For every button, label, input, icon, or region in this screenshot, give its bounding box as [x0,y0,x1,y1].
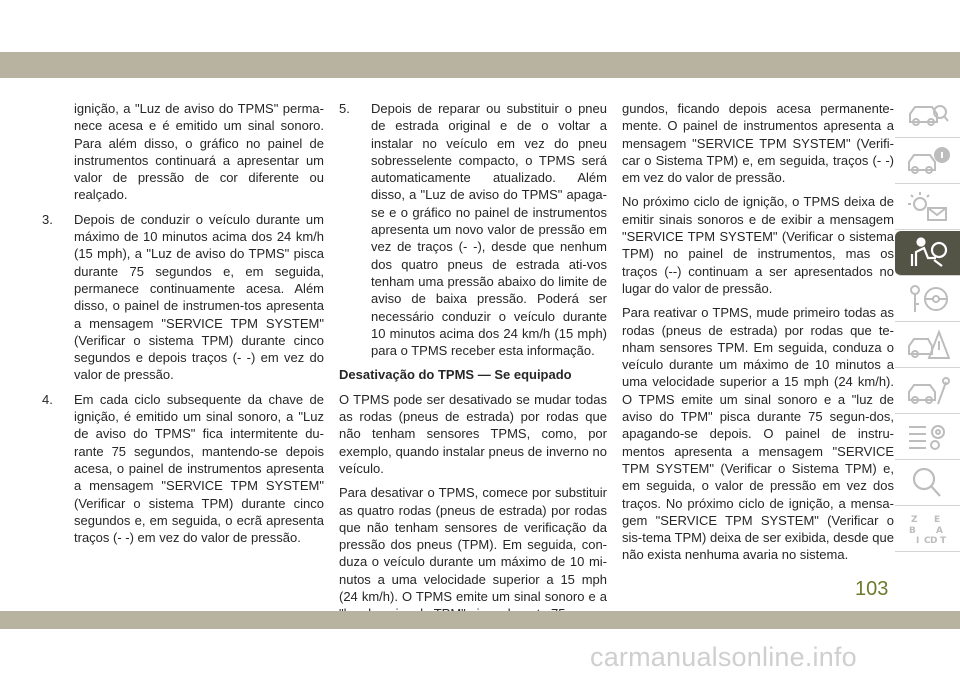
page-number: 103 [855,578,889,600]
list-item-5 [339,100,607,359]
list-text: Em cada ciclo subsequente da chave de ignição, é emitido um sinal sonoro, a "Luz de aviso do TPMS" fica intermitente du-rante 75 segundos, mantendo-se depois acesa, o painel de instrumentos apresenta a mensagem "SERVICE TPM SYSTEM" (Verificar o sistema TPM) durante cinco segundos e, em seguida, o ecrã apresenta traços (- -) em vez do valor de pressão. [74,391,324,546]
paragraph: Para desativar o TPMS, comece por substituir as quatro rodas (pneus de estrada) por rodas que não tenham sensores de verificação da pressão dos pneus (TPM). Em seguida, con-duza o veículo durante um máximo de 10 mi-nutos a uma velocidade superior a 15 mph (24 km/h). O TPMS emite um sinal sonoro e a [339,485,607,605]
list-number: 5. [339,101,350,116]
warning-triangle-icon[interactable] [895,323,960,368]
magnifier-icon[interactable] [895,461,960,506]
top-band [0,52,960,78]
index-letter: A [935,526,943,536]
index-letter: D [929,536,937,546]
paragraph: gundos, ficando depois acesa permanente-mente. O painel de instrumentos apresenta a mensagem "SERVICE TPM SYSTEM" (Verifi-car o Sistema TPM) e, em seguida, traços (- -) em vez do valor de pressão. [622,101,894,186]
paragraph: Para reativar o TPMS, mude primeiro todas as rodas (pneus de estrada) por rodas que te-nham sensores TPM. Em seguida, conduza o veículo durante um máximo de 10 minutos a uma velocidade superior a 15 mph (24 km/h). O TPMS emite um sinal sonoro e a "luz de aviso do TPM" pisca durante 75 segun-dos, apagando-se depois. O painel de instru-mentos apresenta a mensagem "SERVICE TPM SYSTEM" (Verificar o Sistema TPM) e, em seguida, o valor de pressão em vez dos traços. No próximo ciclo de ignição, a mensa-gem "SERVICE TPM SYSTEM" (Verificar o sis-tema TPM) deixa de ser exibida, desde que não exista nenhuma avaria no sistema. [622,305,894,563]
index-letter: I [915,536,919,546]
column-1 [42,100,324,553]
list-item-3 [42,211,324,384]
index-letter: T [939,536,946,546]
paragraph: No próximo ciclo de ignição, o TPMS deixa de emitir sinais sonoros e de exibir a mensagem "SERVICE TPM SYSTEM" (Verificar o sistema TPM) no painel de instrumentos, mas os traços (--) continuam a ser apresentados no lugar do valor de pressão. [622,194,894,296]
car-info-icon[interactable] [895,139,960,184]
index-letter: Z [910,515,918,525]
car-wrench-icon[interactable] [895,369,960,414]
watermark: carmanualsonline.info [590,642,857,672]
paragraph: O TPMS pode ser desativado se mudar todas as rodas (pneus de estrada) por rodas que não tenham sensores TPMS, como, por exemplo, quando instalar pneus de inverno no veículo. [339,391,607,476]
airbag-seat-icon[interactable] [895,231,960,276]
settings-list-icon[interactable] [895,415,960,460]
index-letter: C [923,536,931,546]
section-heading: Desativação do TPMS — Se equipado [339,367,572,383]
bottom-band [0,611,960,629]
list-number: 3. [42,211,53,227]
index-letter: E [933,515,940,525]
list-text: Depois de reparar ou substituir o pneu de estrada original e de o voltar a instalar no veículo em vez do pneu sobresselente compacto, o TPMS será automaticamente atualizado. Além disso, a "Luz de aviso do TPMS" apaga-se e o gráfico no painel de instrumentos apresenta um novo valor de pressão em vez de traços (- -), desde que nenhum dos quatro pneus de estrada ati-vos tenham uma pressão abaixo do limite de aviso de baixa pressão. Poderá ser necessário conduzir o veículo durante 10 minutos acima dos 24 km/h (15 mph) para o TPMS receber esta informação. [371,101,607,359]
column-2 [339,100,607,630]
warning-lights-icon[interactable] [895,185,960,230]
car-search-icon[interactable] [895,93,960,138]
index-letter: B [908,526,916,536]
alphabet-index-icon[interactable] [895,507,960,552]
key-steering-icon[interactable] [895,277,960,322]
paragraph: ignição, a "Luz de aviso do TPMS" perma-nece acesa e é emitido um sinal sonoro. Para além disso, o gráfico no painel de instrumentos continuará a apresentar um valor de pressão de cor diferente ou realçado. [74,101,324,203]
chapter-tabs [895,93,960,587]
list-item-4 [42,391,324,547]
list-number: 4. [42,391,53,407]
list-text: Depois de conduzir o veículo durante um máximo de 10 minutos acima dos 24 km/h (15 mph), a "Luz de aviso do TPMS" pisca durante 75 segundos e, em seguida, permanece continuamente acesa. Além disso, o painel de instrumen-tos apresenta a mensagem "SERVICE TPM SYSTEM" (Verificar o sistema TPM) durante cinco segundos e depois traços (- -) em vez do valor de pressão. [74,211,324,383]
column-3 [622,100,894,571]
